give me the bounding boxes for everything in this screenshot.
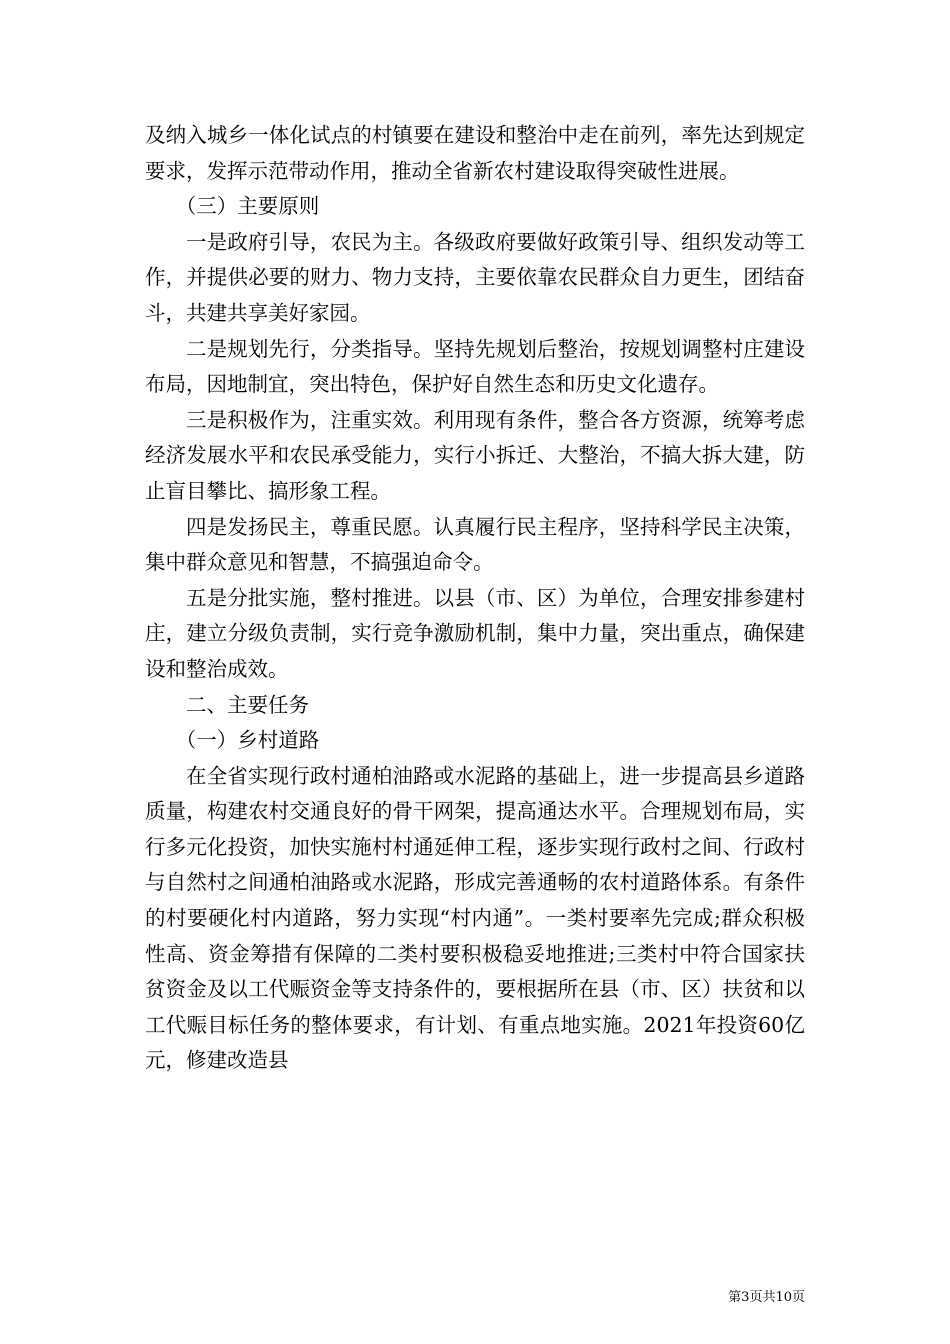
section-heading-main-principles: （三）主要原则 xyxy=(175,194,320,219)
paragraph-rural-roads: 在全省实现行政村通柏油路或水泥路的基础上，进一步提高县乡道路质量，构建农村交通良好的骨干网架，提高通达水平。合理规划布局，实行多元化投资，加快实施村村通延伸工程，逐步实现行政村之间、行政村与自然村之间通柏油路或水泥路，形成完善通畅的农村道路体系。有条件的村要硬化村内道路，努力实现“村内通”。一类村要率先完成;群众积极性高、资金筹措有保障的二类村要积极稳妥地推进;三类村中符合国家扶贫资金及以工代赈资金等支持条件的，要根据所在县（市、区）扶贫和以工代赈目标任务的整体要求，有计划、有重点地实施。2021年投资60亿元，修建改造县 xyxy=(145,763,805,1073)
paragraph-principle-1: 一是政府引导，农民为主。各级政府要做好政策引导、组织发动等工作，并提供必要的财力、物力支持，主要依靠农民群众自力更生，团结奋斗，共建共享美好家园。 xyxy=(145,229,805,325)
paragraph-principle-3: 三是积极作为，注重实效。利用现有条件，整合各方资源，统筹考虑经济发展水平和农民承受能力，实行小拆迁、大整治，不搞大拆大建，防止盲目攀比、搞形象工程。 xyxy=(145,407,805,503)
paragraph-principle-2: 二是规划先行，分类指导。坚持先规划后整治，按规划调整村庄建设布局，因地制宜，突出特色，保护好自然生态和历史文化遗存。 xyxy=(145,336,805,397)
document-body xyxy=(145,118,805,1079)
section-heading-main-tasks: 二、主要任务 xyxy=(186,692,309,717)
page-number-footer: 第3页共10页 xyxy=(728,1290,805,1305)
section-heading-rural-roads: （一）乡村道路 xyxy=(175,728,320,753)
paragraph-principle-5: 五是分批实施，整村推进。以县（市、区）为单位，合理安排参建村庄，建立分级负责制，实行竞争激励机制，集中力量，突出重点，确保建设和整治成效。 xyxy=(145,585,805,681)
paragraph-principle-4: 四是发扬民主，尊重民愿。认真履行民主程序，坚持科学民主决策，集中群众意见和智慧，不搞强迫命令。 xyxy=(145,514,805,575)
paragraph-continuation: 及纳入城乡一体化试点的村镇要在建设和整治中走在前列，率先达到规定要求，发挥示范带动作用，推动全省新农村建设取得突破性进展。 xyxy=(145,123,805,183)
